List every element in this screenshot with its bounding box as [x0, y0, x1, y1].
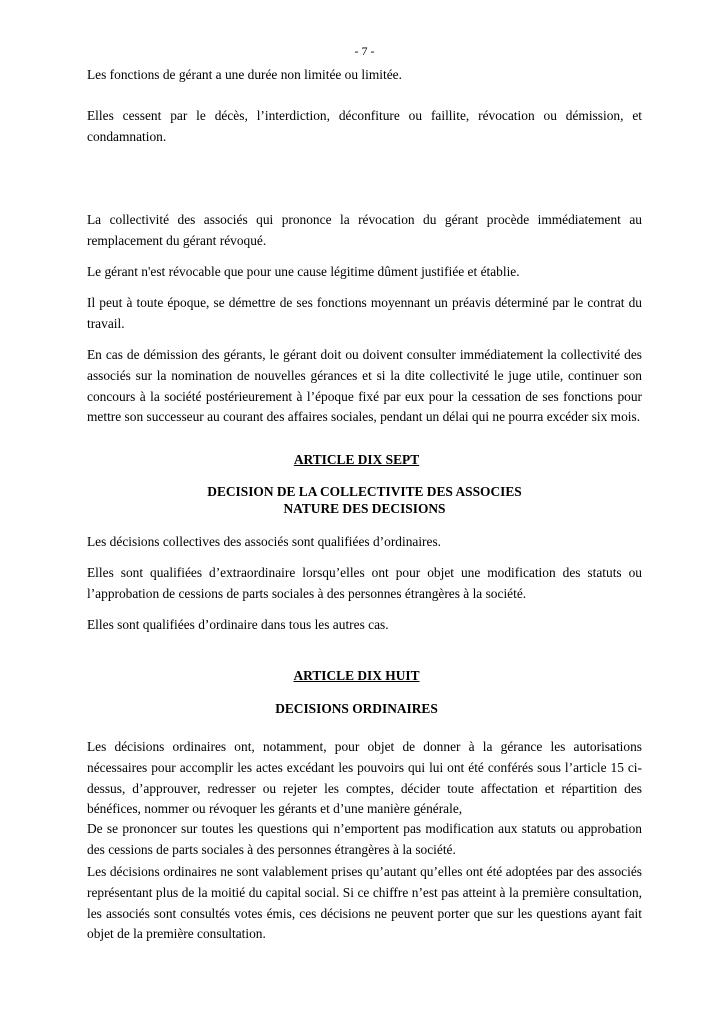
article-18-heading: [87, 666, 642, 687]
paragraph-gerant-duree: Les fonctions de gérant a une durée non limitée ou limitée.: [87, 67, 402, 82]
paragraph-decisions-collectives: Les décisions collectives des associés sont qualifiées d’ordinaires.: [87, 534, 442, 549]
article-17-title-1: DECISION DE LA COLLECTIVITE DES ASSOCIES: [207, 484, 522, 499]
paragraph-se-prononcer: De se prononcer sur toutes les questions qui n’emportent pas modification aux statuts ou approbation des cessions de parts sociales à des personnes étrangères à la société.: [87, 821, 642, 857]
paragraph-extraordinaire: Elles sont qualifiées d’extraordinaire lorsqu’elles ont pour objet une modification des statuts ou l’approbation de cessions de parts sociales à des personnes étrangères à la société.: [87, 565, 642, 601]
page-number: - 7 -: [354, 44, 375, 58]
paragraph-decisions-ordinaires-objet: Les décisions ordinaires ont, notamment, pour objet de donner à la gérance les autorisations nécessaires pour accomplir les actes excédant les pouvoirs qui lui ont été conférés sous l’article 15 ci-dessus, d’approuver, redresser ou rejeter les comptes, décider toute affectation et répartition des bénéfices, nommer ou révoquer les gérants et d’une manière générale,: [87, 739, 642, 817]
article-18-title: DECISIONS ORDINAIRES: [275, 701, 438, 716]
article-17-heading: [87, 450, 642, 471]
article-17-label: ARTICLE DIX SEPT: [293, 452, 420, 467]
paragraph-demission-gerants: En cas de démission des gérants, le gérant doit ou doivent consulter immédiatement la collectivité des associés sur la nomination de nouvelles gérances et si la dite collectivité le juge utile, continuer son concours à la société postérieurement à l’époque fixé par eux pour la cessation de ses fonctions pour mettre son successeur au courant des affaires sociales, pendant un délai qui ne pourra excéder six mois.: [87, 347, 642, 425]
paragraph-ordinaire-autres-cas: Elles sont qualifiées d’ordinaire dans tous les autres cas.: [87, 617, 389, 632]
paragraph-gerant-cessation: Elles cessent par le décès, l’interdiction, déconfiture ou faillite, révocation ou démission, et condamnation.: [87, 108, 642, 144]
article-18-label: ARTICLE DIX HUIT: [293, 668, 420, 683]
paragraph-cause-legitime: Le gérant n'est révocable que pour une cause légitime dûment justifiée et établie.: [87, 264, 520, 279]
paragraph-demission-preavis: Il peut à toute époque, se démettre de ses fonctions moyennant un préavis déterminé par le contrat du travail.: [87, 295, 642, 331]
paragraph-validite-decisions: Les décisions ordinaires ne sont valablement prises qu’autant qu’elles ont été adoptées par des associés représentant plus de la moitié du capital social. Si ce chiffre n’est pas atteint à la première consultation, les associés sont consultés votes émis, ces décisions ne peuvent porter que sur les questions ayant fait objet de la première consultation.: [87, 864, 642, 942]
article-17-title-2: NATURE DES DECISIONS: [283, 501, 446, 516]
paragraph-revocation-remplacement: La collectivité des associés qui prononce la révocation du gérant procède immédiatement au remplacement du gérant révoqué.: [87, 212, 642, 248]
